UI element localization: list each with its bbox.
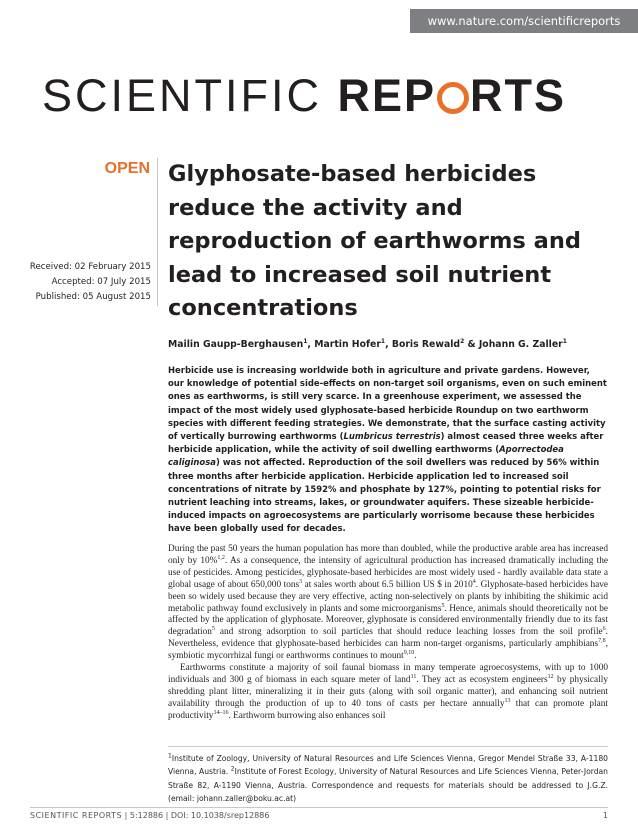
author-affiliation: 1 [380, 337, 386, 345]
journal-logo [42, 70, 566, 122]
citation[interactable]: 9,10 [403, 650, 415, 657]
gear-icon [437, 82, 469, 114]
body-paragraph: During the past 50 years the human population has more than doubled, while the productive arable area has increased only by 10%$^{1,2}$. As a consequence, the intensity of agricultural production has increased dramatically including the use of pesticides. Among pesticides, glyphosate-based herbicides are most widely used - hardly available data state a global usage of about 650,000 tons$^3$ at sales worth about 6.5 billion US $ in 2010$^4$. Glyphosate-based herbicides have been so widely used because they are very effective, acting non-selectively on plants by inhibiting the shikimic acid metabolic pathway found exclusively in plants and some microorganisms$^5$. Hence, animals should theoretically not be affected by the application of glyphosate. Moreover, glyphosate is considered environmentally friendly due to its fast degradation$^5$ and strong adsorption to soil particles that should reduce leaching losses from the soil profile$^6$. Nevertheless, evidence that glyphosate-based herbicides can harm non-target organisms, particularly amphibians$^{7,8}$, symbiotic mycorrhizal fungi or earthworms continues to mount$^{9,10}$. [168, 544, 609, 662]
journal-name-bold-1: REP [337, 70, 437, 121]
author-affiliation: 1 [303, 337, 308, 345]
author-list: Mailin Gaupp-Berghausen$^1$, Martin Hofer$^1$, Boris Rewald$^2$ & Johann G. Zaller$^1$ [168, 337, 567, 350]
author-name[interactable]: Martin Hofer [314, 339, 381, 350]
received-date: Received: 02 February 2015 [29, 262, 151, 272]
citation[interactable]: 1,2 [217, 554, 225, 561]
journal-url[interactable]: www.nature.com/scientificreports [410, 9, 638, 33]
journal-name-light: SCIENTIFIC [42, 70, 338, 121]
divider [157, 158, 158, 306]
journal-name-bold-2: RTS [470, 70, 567, 121]
article-title: Glyphosate-based herbicides reduce the activity and reproduction of earthworms and lead to increased soil nutrient concentrations [168, 161, 581, 321]
citation[interactable]: 11 [410, 673, 417, 680]
accepted-date: Accepted: 07 July 2015 [51, 277, 151, 287]
page-number: 1 [602, 811, 608, 820]
citation[interactable]: 5 [211, 626, 215, 633]
published-date: Published: 05 August 2015 [35, 292, 151, 302]
citation[interactable]: 6 [602, 626, 606, 633]
author-affiliation: 1 [562, 337, 567, 345]
author-name[interactable]: Johann G. Zaller [478, 339, 563, 350]
citation[interactable]: 13 [504, 697, 511, 704]
footer-journal: SCIENTIFIC REPORTS [30, 811, 123, 820]
article-body [168, 544, 608, 723]
affiliations-footnote: $^1$Institute of Zoology, University of Natural Resources and Life Sciences Vienna, Gregor Mendel Straße 33, A-1180 Vienna, Austria. $^2$Institute of Forest Ecology, University of Natural Resources and Life Sciences Vienna, Peter-Jordan Straße 82, A-1190 Vienna, Austria. Correspondence and requests for materials should be addressed to J.G.Z. (email: johann.zaller@boku.ac.at) [168, 752, 608, 804]
citation[interactable]: 7,8 [598, 638, 606, 645]
page-footer [30, 811, 269, 820]
citation[interactable]: 5 [441, 602, 445, 609]
citation[interactable]: 14–16 [213, 709, 229, 716]
footnote-divider [168, 746, 608, 747]
footer-citation: | 5:12886 | DOI: 10.1038/srep12886 [122, 811, 270, 820]
author-name[interactable]: Boris Rewald [391, 339, 461, 350]
citation[interactable]: 12 [547, 673, 554, 680]
footer-divider [30, 807, 608, 808]
species-name: Aporrectodea caliginosa [168, 444, 564, 468]
body-paragraph: Earthworms constitute a majority of soil faunal biomass in many temperate agroecosystems, with up to 1000 individuals and 300 g of biomass in each square meter of land$^{11}$. They act as ecosystem engineers$^{12}$ by physically shredding plant litter, mineralizing it in their guts (along with soil organic matter), and enhancing soil nutrient availability through the production of up to 40 tons of casts per hectare annually$^{13}$ that can promote plant productivity$^{14-16}$. Earthworm burrowing also enhances soil [168, 663, 608, 721]
author-name[interactable]: Mailin Gaupp-Berghausen [168, 339, 304, 350]
article-dates [20, 260, 151, 305]
open-access-label: OPEN [104, 160, 150, 177]
citation[interactable]: 4 [472, 578, 476, 585]
species-name: Lumbricus terrestris [343, 431, 441, 442]
citation[interactable]: 3 [299, 578, 303, 585]
author-affiliation: 2 [460, 337, 465, 345]
abstract: Herbicide use is increasing worldwide both in agriculture and private gardens. However, our knowledge of potential side-effects on non-target soil organisms, even on such eminent ones as earthworms, is still very scarce. In a greenhouse experiment, we assessed the impact of the most widely used glyphosate-based herbicide Roundup on two earthworm species with different feeding strategies. We demonstrate, that the surface casting activity of vertically burrowing earthworms (Lumbricus terrestris) almost ceased three weeks after herbicide application, while the activity of soil dwelling earthworms (Aporrectodea caliginosa) was not affected. Reproduction of the soil dwellers was reduced by 56% within three months after herbicide application. Herbicide application led to increased soil concentrations of nitrate by 1592% and phosphate by 127%, pointing to potential risks for nutrient leaching into streams, lakes, or groundwater aquifers. These sizeable herbicide-induced impacts on agroecosystems are particularly worrisome because these herbicides have been globally used for decades. [168, 365, 607, 534]
